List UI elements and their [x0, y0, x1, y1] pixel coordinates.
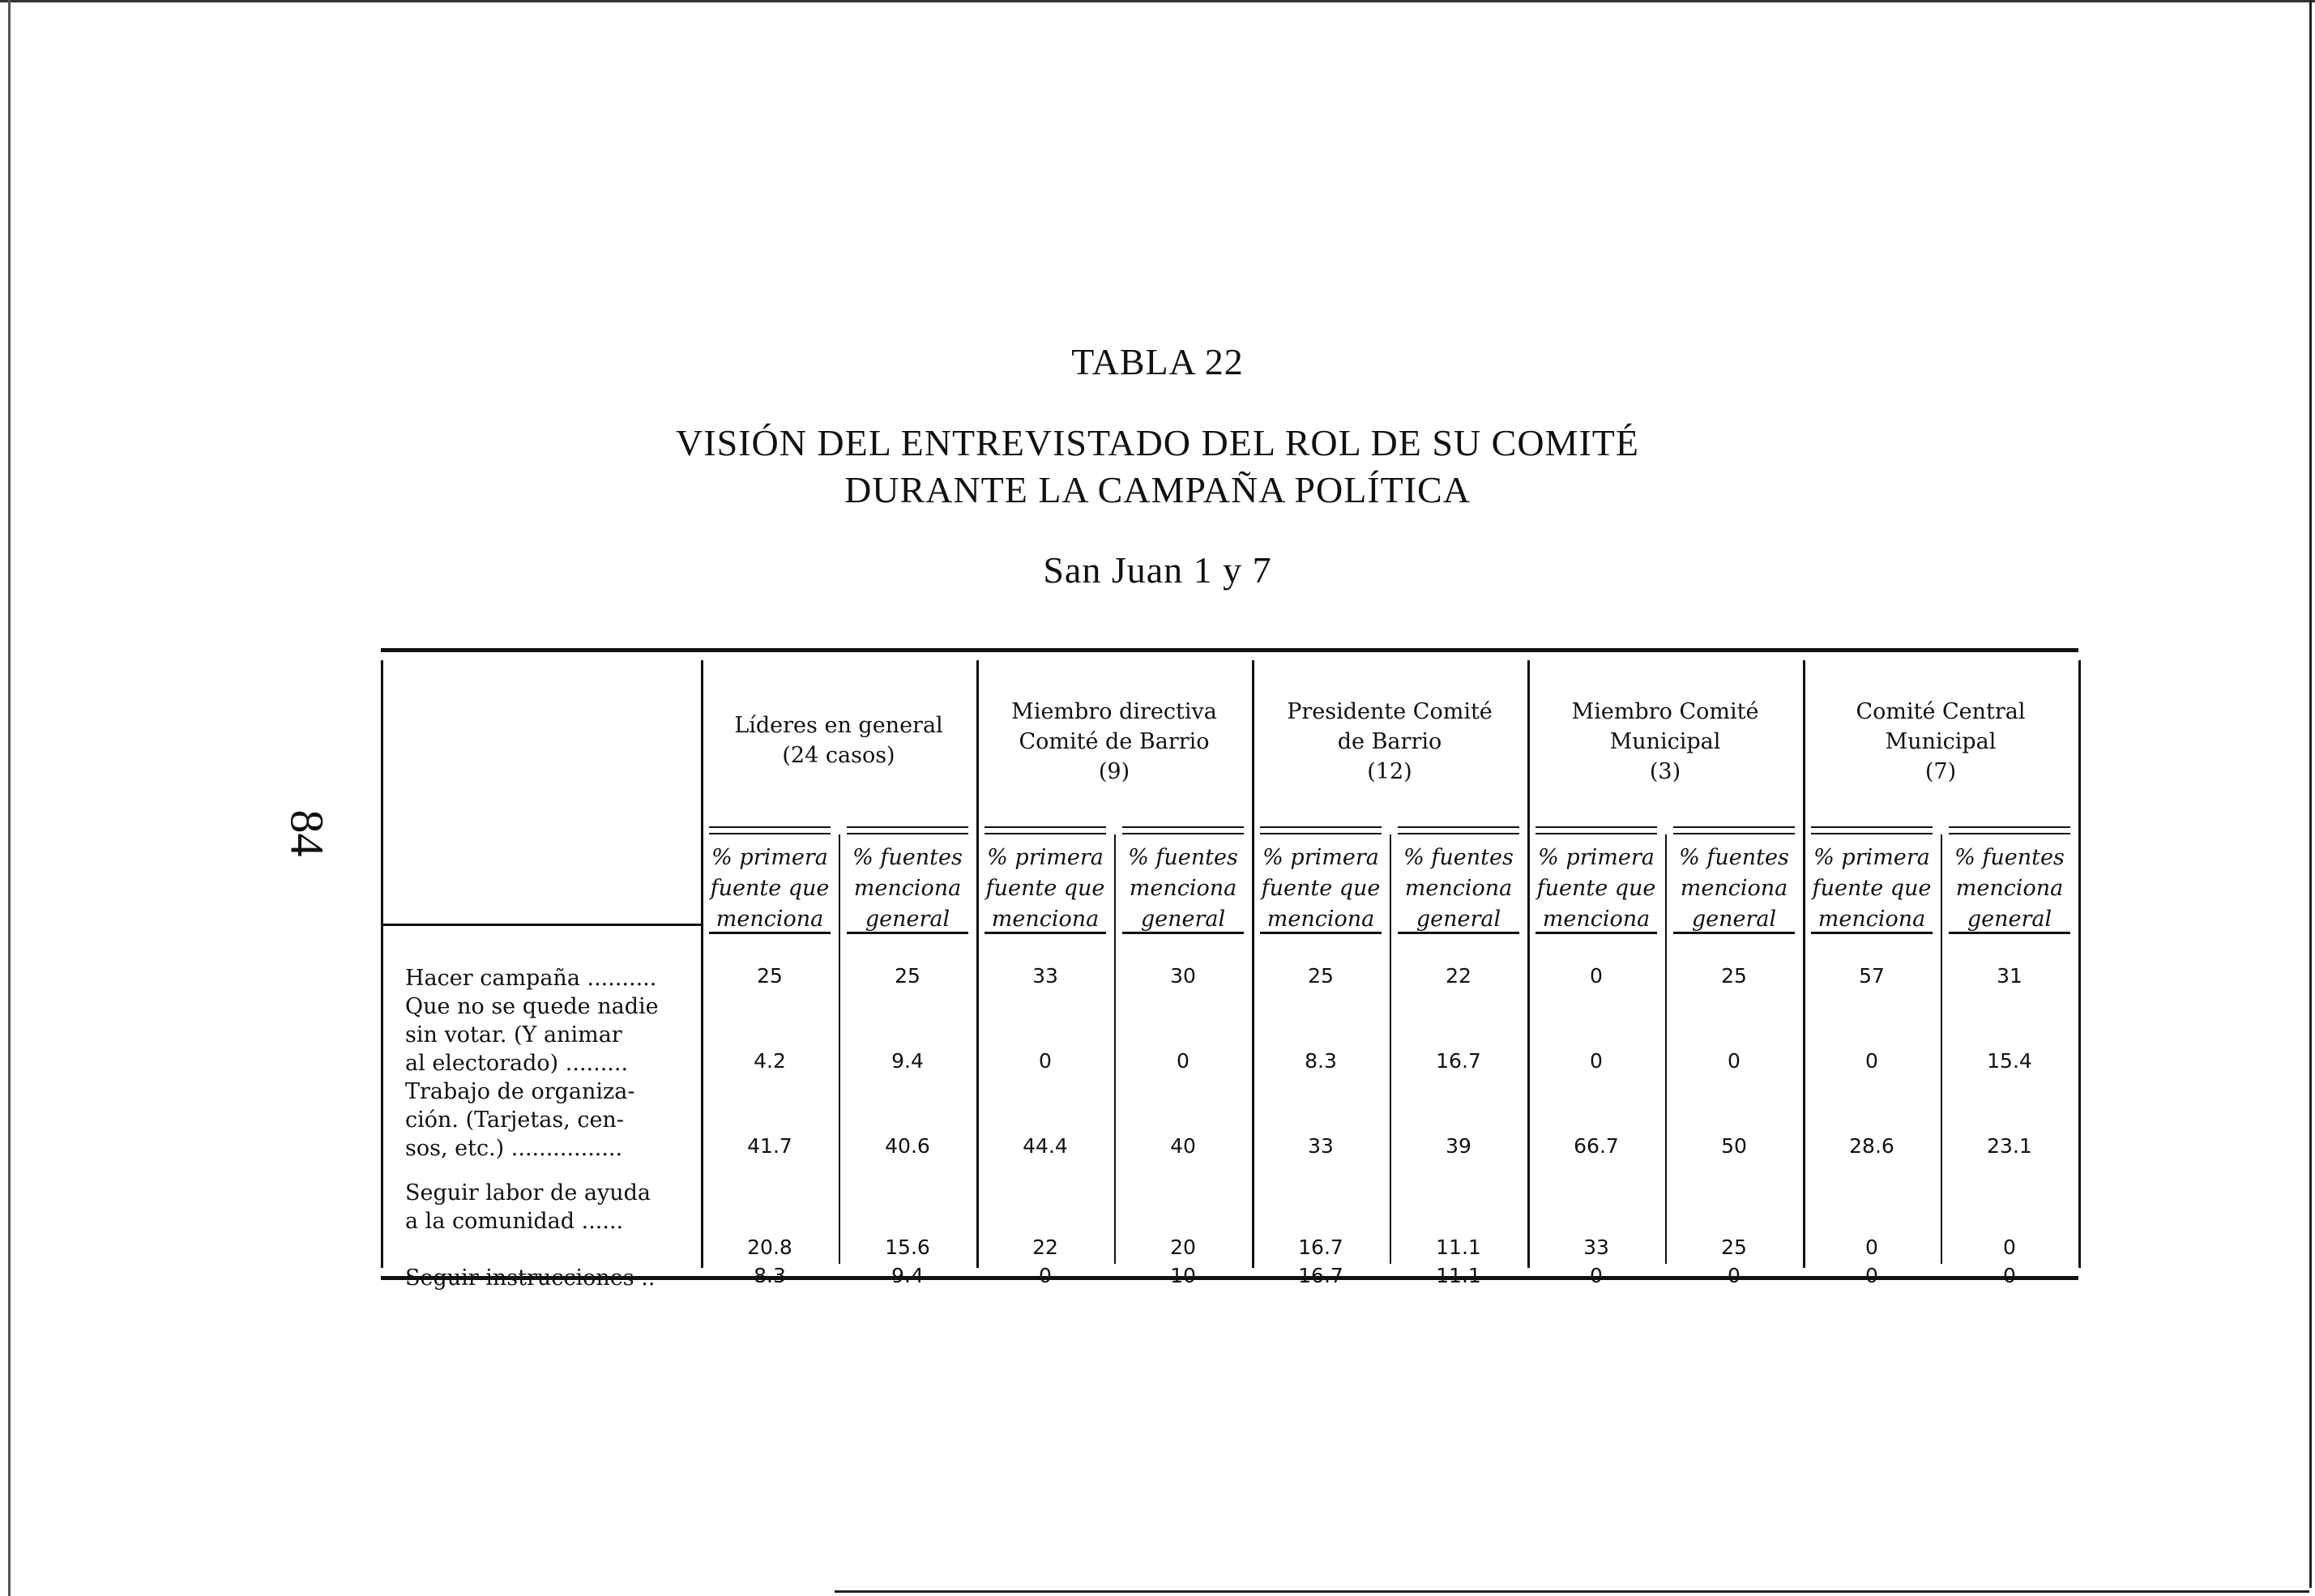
table-cell: 20 [1170, 1235, 1196, 1259]
group-header [701, 711, 976, 770]
subheader-line: % primera [1813, 845, 1930, 870]
table-right-rule [2078, 660, 2081, 1268]
subheader-line: % fuentes [1403, 845, 1514, 870]
group-header-line: Municipal [1609, 729, 1721, 754]
subhead-double-rule [985, 833, 1106, 834]
group-header-line: Comité Central [1856, 699, 2026, 724]
row-label-line: al electorado) ......... [405, 1051, 629, 1076]
subheader-line: % primera [1538, 845, 1655, 870]
subheader-line: menciona [1955, 876, 2064, 901]
scan-edge-top [0, 0, 2315, 2]
table-cell: 33 [1032, 964, 1058, 988]
row-label [405, 1264, 701, 1292]
table-cell: 11.1 [1436, 1235, 1481, 1259]
group-header-line: (3) [1649, 759, 1681, 784]
table-cell: 0 [1590, 1264, 1603, 1287]
subheader-line: % fuentes [1954, 845, 2065, 870]
subheader-line: general [865, 907, 950, 932]
subhead-double-rule [1122, 826, 1244, 828]
table-cell: 44.4 [1023, 1134, 1068, 1158]
subheader-primera [1803, 843, 1941, 935]
table-cell: 23.1 [1987, 1134, 2032, 1158]
table-cell: 4.2 [754, 1049, 786, 1073]
subhead-double-rule [1260, 833, 1382, 834]
row-label-line: Seguir labor de ayuda [405, 1180, 651, 1206]
table-cell: 0 [1865, 1264, 1878, 1287]
table-cell: 50 [1721, 1134, 1747, 1158]
row-label-line: Hacer campaña .......... [405, 966, 657, 991]
table-cell: 25 [1721, 1235, 1747, 1259]
table-cell: 22 [1032, 1235, 1058, 1259]
table-cell: 33 [1308, 1134, 1334, 1158]
table-cell: 0 [2003, 1264, 2016, 1287]
page-number: 84 [280, 809, 334, 857]
table-cell: 15.4 [1987, 1049, 2032, 1073]
subheader-line: menciona [1266, 907, 1375, 932]
row-label-line: ción. (Tarjetas, cen- [405, 1107, 624, 1133]
group-header-line: Miembro directiva [1011, 699, 1217, 724]
subheader-line: % fuentes [1679, 845, 1789, 870]
subheader-fuentes [1665, 843, 1803, 935]
subheader-primera [976, 843, 1114, 935]
subheader-line: % primera [711, 845, 828, 870]
subheader-line: general [1140, 907, 1226, 932]
group-header-line: (9) [1098, 759, 1130, 784]
subheader-line: menciona [1542, 907, 1651, 932]
subheader-line: menciona [1129, 876, 1237, 901]
table-cell: 25 [895, 964, 920, 988]
subhead-double-rule [1536, 826, 1657, 828]
subheader-line: % fuentes [1128, 845, 1238, 870]
group-header-line: (12) [1367, 759, 1412, 784]
subheader-line: % primera [1262, 845, 1379, 870]
group-header-line: Comité de Barrio [1019, 729, 1210, 754]
row-label-line: a la comunidad ...... [405, 1209, 624, 1234]
subhead-double-rule [1949, 826, 2070, 828]
table-cell: 8.3 [754, 1264, 786, 1287]
table-cell: 33 [1583, 1235, 1609, 1259]
scan-edge-right [2309, 0, 2312, 1588]
table-cell: 16.7 [1298, 1264, 1343, 1287]
row-label-line: Que no se quede nadie [405, 994, 659, 1019]
row-label [405, 1078, 701, 1163]
subheader-line: general [1691, 907, 1777, 932]
table-cell: 16.7 [1298, 1235, 1343, 1259]
table-cell: 16.7 [1436, 1049, 1481, 1073]
subheader-line: fuente que [710, 876, 830, 901]
table-label: TABLA 22 [1071, 341, 1244, 382]
row-label [405, 964, 701, 992]
subhead-double-rule [847, 833, 968, 834]
data-table [381, 648, 2078, 1291]
subheader-fuentes [1941, 843, 2078, 935]
subhead-double-rule [1398, 826, 1519, 828]
table-cell: 40.6 [885, 1134, 930, 1158]
table-cell: 9.4 [891, 1264, 924, 1287]
group-header [1252, 697, 1527, 787]
group-header [1527, 697, 1803, 787]
subheader-line: menciona [1680, 876, 1788, 901]
subhead-double-rule [1260, 826, 1382, 828]
scan-edge-bottom [835, 1590, 2309, 1593]
row-label-line: Trabajo de organiza- [405, 1079, 635, 1104]
group-header-line: (24 casos) [782, 743, 895, 768]
table-cell: 30 [1170, 964, 1196, 988]
group-header-line: Presidente Comité [1287, 699, 1493, 724]
table-cell: 40 [1170, 1134, 1196, 1158]
subhead-double-rule [1949, 833, 2070, 834]
scan-edge-left [8, 0, 11, 1596]
group-header [1803, 697, 2078, 787]
table-cell: 57 [1859, 964, 1885, 988]
subhead-double-rule [1811, 826, 1933, 828]
subheader-line: % fuentes [852, 845, 963, 870]
table-cell: 0 [1728, 1264, 1741, 1287]
subheader-fuentes [1114, 843, 1252, 935]
subheader-line: fuente que [1812, 876, 1932, 901]
subheader-fuentes [839, 843, 976, 935]
subheader-line: general [1416, 907, 1501, 932]
subheader-line: fuente que [1261, 876, 1381, 901]
subhead-double-rule [847, 826, 968, 828]
subhead-double-rule [709, 826, 831, 828]
subheader-line: fuente que [985, 876, 1105, 901]
table-cell: 25 [1721, 964, 1747, 988]
subhead-double-rule [1536, 833, 1657, 834]
table-left-rule [381, 660, 383, 1268]
table-cell: 0 [1865, 1049, 1878, 1073]
subheader-line: general [1967, 907, 2052, 932]
table-cell: 25 [1308, 964, 1334, 988]
subheader-line: fuente que [1536, 876, 1656, 901]
table-title [0, 420, 2315, 514]
subhead-double-rule [1398, 833, 1519, 834]
row-label [405, 992, 701, 1078]
table-cell: 39 [1446, 1134, 1471, 1158]
subheader-line: menciona [1404, 876, 1513, 901]
stub-header-rule [381, 924, 701, 926]
subheader-fuentes [1390, 843, 1527, 935]
table-cell: 0 [1039, 1049, 1052, 1073]
table-cell: 8.3 [1305, 1049, 1337, 1073]
table-cell: 0 [2003, 1235, 2016, 1259]
table-cell: 0 [1039, 1264, 1052, 1287]
table-cell: 15.6 [885, 1235, 930, 1259]
group-header-line: de Barrio [1337, 729, 1442, 754]
subheader-line: menciona [853, 876, 962, 901]
group-header [976, 697, 1252, 787]
subheader-line: menciona [715, 907, 824, 932]
subheader-primera [701, 843, 839, 935]
table-cell: 0 [1590, 964, 1603, 988]
subheader-primera [1252, 843, 1390, 935]
subhead-double-rule [1673, 826, 1795, 828]
table-cell: 11.1 [1436, 1264, 1481, 1287]
table-cell: 20.8 [747, 1235, 792, 1259]
group-header-line: Líderes en general [734, 713, 943, 738]
table-cell: 10 [1170, 1264, 1196, 1287]
group-header-line: Miembro Comité [1571, 699, 1759, 724]
subheader-line: menciona [1817, 907, 1926, 932]
subheader-line: menciona [991, 907, 1100, 932]
table-cell: 0 [1590, 1049, 1603, 1073]
subhead-double-rule [985, 826, 1106, 828]
group-header-line: (7) [1924, 759, 1957, 784]
table-cell: 28.6 [1849, 1134, 1894, 1158]
table-subtitle: San Juan 1 y 7 [1043, 549, 1272, 591]
subheader-line: % primera [987, 845, 1104, 870]
subhead-double-rule [709, 833, 831, 834]
table-cell: 31 [1997, 964, 2022, 988]
table-cell: 9.4 [891, 1049, 924, 1073]
row-label [405, 1179, 701, 1235]
subhead-double-rule [1811, 833, 1933, 834]
title-line-1: VISIÓN DEL ENTREVISTADO DEL ROL DE SU COMITÉ [676, 422, 1639, 463]
subhead-double-rule [1673, 833, 1795, 834]
subheader-primera [1527, 843, 1665, 935]
row-label-line: sin votar. (Y animar [405, 1022, 622, 1048]
title-line-2: DURANTE LA CAMPAÑA POLÍTICA [844, 469, 1471, 510]
table-cell: 22 [1446, 964, 1471, 988]
table-cell: 0 [1177, 1049, 1190, 1073]
row-label-line: sos, etc.) ................ [405, 1136, 623, 1161]
table-cell: 41.7 [747, 1134, 792, 1158]
table-cell: 66.7 [1574, 1134, 1619, 1158]
row-label-line: Seguir instrucciones .. [405, 1265, 656, 1291]
table-cell: 0 [1865, 1235, 1878, 1259]
table-cell: 0 [1728, 1049, 1741, 1073]
group-header-line: Municipal [1885, 729, 1997, 754]
table-cell: 25 [757, 964, 783, 988]
subhead-double-rule [1122, 833, 1244, 834]
